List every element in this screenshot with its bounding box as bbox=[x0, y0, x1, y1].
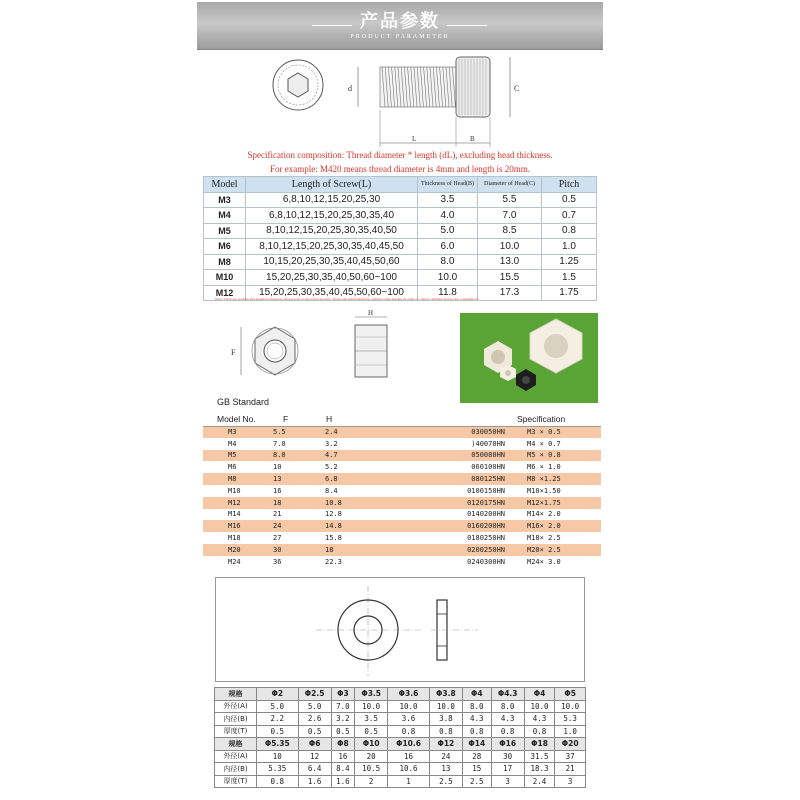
table-row bbox=[203, 450, 601, 462]
table-cell: 0.8 bbox=[491, 725, 524, 738]
gb-standard-label: GB Standard bbox=[217, 397, 270, 407]
table-cell: 24 bbox=[429, 750, 462, 763]
table-cell: 5.0 bbox=[418, 223, 478, 239]
table-cell: 1.0 bbox=[555, 725, 586, 738]
table-row bbox=[215, 725, 586, 738]
table-cell: 12 bbox=[298, 750, 331, 763]
table-row bbox=[204, 239, 597, 255]
table-cell: M12 bbox=[204, 285, 246, 301]
table-cell: M8 ×1.25 bbox=[515, 473, 601, 485]
table-cell: M18× 2.5 bbox=[527, 534, 561, 543]
table-cell: M4 bbox=[204, 208, 246, 224]
col-header-model: Model bbox=[204, 177, 246, 193]
table-cell: 3 bbox=[555, 775, 586, 788]
table-cell: 10.8 bbox=[325, 497, 405, 509]
col-header-f: F bbox=[273, 412, 325, 426]
table-cell: 5.3 bbox=[555, 713, 586, 726]
col-header-length: Length of Screw(L) bbox=[246, 177, 418, 193]
table-cell: 13.0 bbox=[478, 254, 542, 270]
table-cell: 1.25 bbox=[542, 254, 597, 270]
table-cell: 2 bbox=[355, 775, 388, 788]
nut-spec-table bbox=[203, 412, 601, 568]
table-cell: 22.3 bbox=[325, 557, 342, 566]
table-cell: 8.0 bbox=[462, 700, 491, 713]
table-header-cell: Φ6 bbox=[298, 738, 331, 751]
table-cell: 1.6 bbox=[331, 775, 354, 788]
table-cell: 15 bbox=[462, 763, 491, 776]
table-header-cell: 规格 bbox=[215, 688, 257, 701]
table-header-cell: Φ8 bbox=[331, 738, 354, 751]
table-cell: 0.8 bbox=[542, 223, 597, 239]
table-cell: 0180250HN bbox=[467, 534, 505, 543]
table-cell: 4.7 bbox=[325, 450, 405, 462]
table-row bbox=[204, 254, 597, 270]
table-cell: 11.8 bbox=[418, 285, 478, 301]
table-cell: 21 bbox=[273, 510, 282, 519]
table-cell: 外径(A) bbox=[215, 750, 257, 763]
table-cell: 10.0 bbox=[388, 700, 430, 713]
table-cell: M8 bbox=[203, 473, 273, 485]
table-cell: 0.8 bbox=[257, 775, 299, 788]
table-row bbox=[204, 192, 597, 208]
col-header-h: H bbox=[325, 412, 405, 426]
table-row bbox=[203, 473, 601, 485]
washer-diagram bbox=[216, 578, 586, 683]
table-cell: 0.7 bbox=[542, 208, 597, 224]
table-cell: 18 bbox=[325, 544, 405, 556]
table-cell: 20 bbox=[355, 750, 388, 763]
dim-label-b: B bbox=[470, 135, 475, 143]
table-cell: M14× 2.0 bbox=[527, 510, 561, 519]
table-cell: 1.75 bbox=[542, 285, 597, 301]
table-cell: 8,10,12,15,20,25,30,35,40,45,50 bbox=[246, 239, 418, 255]
table-header-cell: Φ18 bbox=[524, 738, 555, 751]
table-cell: M16 bbox=[203, 520, 273, 532]
table-cell: 5.5 bbox=[273, 426, 325, 438]
table-cell: 0.5 bbox=[542, 192, 597, 208]
table-cell: M8 bbox=[204, 254, 246, 270]
table-cell: 内径(B) bbox=[215, 763, 257, 776]
table-header-cell: Φ10 bbox=[355, 738, 388, 751]
table-cell: 6,8,10,12,15,20,25,30,35,40 bbox=[246, 208, 418, 224]
table-cell: 5.2 bbox=[325, 463, 338, 472]
table-header-cell: Φ5 bbox=[555, 688, 586, 701]
table-cell: 7.0 bbox=[478, 208, 542, 224]
table-cell: M4 bbox=[228, 439, 237, 448]
table-cell: M20 bbox=[203, 544, 273, 556]
table-cell: M20× 2.5 bbox=[515, 544, 601, 556]
table-cell: 10.0 bbox=[418, 270, 478, 286]
table-header-cell: Φ2.5 bbox=[298, 688, 331, 701]
table-cell: 13 bbox=[429, 763, 462, 776]
table-cell: 18.3 bbox=[524, 763, 555, 776]
table-header-cell: Φ3.8 bbox=[429, 688, 462, 701]
washer-spec-table bbox=[214, 687, 586, 788]
table-cell: 10.6 bbox=[388, 763, 430, 776]
table-cell: 5.0 bbox=[298, 700, 331, 713]
table-cell: M5 bbox=[204, 223, 246, 239]
table-header-cell: Φ2 bbox=[257, 688, 299, 701]
table-cell: 10.0 bbox=[524, 700, 555, 713]
table-cell: M10 bbox=[228, 486, 241, 495]
table-cell: 3.5 bbox=[418, 192, 478, 208]
table-cell: 0.8 bbox=[524, 725, 555, 738]
table-cell: 10.5 bbox=[355, 763, 388, 776]
spec-composition-note: Specification composition: Thread diameter * length (dL), excluding head thickness. bbox=[247, 150, 553, 160]
table-cell: 21 bbox=[555, 763, 586, 776]
table-cell: 13 bbox=[273, 473, 325, 485]
col-header-model-no: Model No. bbox=[203, 412, 273, 426]
table-cell: 6,8,10,12,15,20,25,30 bbox=[246, 192, 418, 208]
table-header-cell: 规格 bbox=[215, 738, 257, 751]
table-cell: 31.5 bbox=[524, 750, 555, 763]
table-cell: 0.5 bbox=[355, 725, 388, 738]
col-header-head-diameter: Diameter of Head(C) bbox=[478, 177, 542, 193]
table-cell: 8.0 bbox=[491, 700, 524, 713]
table-cell: 3.2 bbox=[325, 439, 338, 448]
table-cell: M16× 2.0 bbox=[515, 520, 601, 532]
table-cell: 1 bbox=[388, 775, 430, 788]
table-cell: 0140200HN bbox=[467, 510, 505, 519]
table-cell: 10.0 bbox=[355, 700, 388, 713]
table-cell: 2.2 bbox=[257, 713, 299, 726]
table-cell: 2.5 bbox=[462, 775, 491, 788]
table-cell: 10.0 bbox=[429, 700, 462, 713]
table-cell: 16 bbox=[273, 486, 282, 495]
table-cell: 内径(B) bbox=[215, 713, 257, 726]
table-cell: 7.0 bbox=[273, 439, 286, 448]
table-cell: 8,10,12,15,20,25,30,35,40,50 bbox=[246, 223, 418, 239]
table-cell: 15.8 bbox=[325, 534, 342, 543]
table-row bbox=[215, 713, 586, 726]
table-cell: 2.4 bbox=[524, 775, 555, 788]
table-cell: M24 bbox=[228, 557, 241, 566]
table-cell: 4.3 bbox=[524, 713, 555, 726]
table-cell: 4.3 bbox=[462, 713, 491, 726]
table-row bbox=[204, 270, 597, 286]
table-row bbox=[203, 485, 601, 497]
table-header-cell: Φ4.3 bbox=[491, 688, 524, 701]
table-cell: 27 bbox=[273, 534, 282, 543]
dim-label-l: L bbox=[412, 135, 417, 143]
table-row bbox=[203, 556, 601, 568]
table-cell: 060100HN bbox=[471, 463, 505, 472]
table-cell: 8.4 bbox=[331, 763, 354, 776]
dim-label-h: H bbox=[368, 309, 374, 317]
table-cell: 0100150HN bbox=[467, 486, 505, 495]
table-header-cell: Φ3 bbox=[331, 688, 354, 701]
table-cell: 0.5 bbox=[298, 725, 331, 738]
table-cell: M12 bbox=[203, 497, 273, 509]
table-row bbox=[204, 223, 597, 239]
table-cell: 16 bbox=[331, 750, 354, 763]
tolerance-note: Note: There are positive and negative tolerances. Please refer to the actual product. Those who mind should be cautious when placing an order or contact customer service for consultation! bbox=[215, 297, 478, 301]
nut-diagram bbox=[205, 305, 395, 400]
table-cell: 8.4 bbox=[325, 486, 338, 495]
banner-title: 产品参数 bbox=[360, 11, 440, 32]
table-cell: 0120175HN bbox=[405, 497, 515, 509]
table-row bbox=[203, 461, 601, 473]
table-cell: 030050HN bbox=[405, 426, 515, 438]
dim-label-c: C bbox=[514, 84, 520, 93]
table-cell: 0200250HN bbox=[405, 544, 515, 556]
table-cell: 10.0 bbox=[555, 700, 586, 713]
col-header-specification: Specification bbox=[515, 412, 601, 426]
washer-diagram-frame bbox=[215, 577, 585, 682]
table-row bbox=[215, 775, 586, 788]
table-cell: 8.5 bbox=[478, 223, 542, 239]
table-cell: 10.0 bbox=[478, 239, 542, 255]
table-cell: 5.0 bbox=[257, 700, 299, 713]
table-cell: 8.0 bbox=[418, 254, 478, 270]
table-header-cell: Φ3.5 bbox=[355, 688, 388, 701]
table-row bbox=[203, 544, 601, 556]
table-cell: M6 bbox=[228, 463, 237, 472]
table-header-cell: Φ10.6 bbox=[388, 738, 430, 751]
table-header-cell: Φ5.35 bbox=[257, 738, 299, 751]
table-cell: M14 bbox=[228, 510, 241, 519]
table-cell: 15.5 bbox=[478, 270, 542, 286]
table-cell: 3 bbox=[491, 775, 524, 788]
table-cell: 17 bbox=[491, 763, 524, 776]
table-row bbox=[204, 208, 597, 224]
col-header-pitch: Pitch bbox=[542, 177, 597, 193]
table-cell: 1.5 bbox=[542, 270, 597, 286]
table-row bbox=[203, 426, 601, 438]
table-cell: M12×1.75 bbox=[515, 497, 601, 509]
table-header-row bbox=[215, 688, 586, 701]
table-header-cell: Φ4 bbox=[524, 688, 555, 701]
table-cell: 6.0 bbox=[418, 239, 478, 255]
table-header-cell: Φ20 bbox=[555, 738, 586, 751]
table-row bbox=[215, 763, 586, 776]
table-cell: 10 bbox=[257, 750, 299, 763]
table-cell: 36 bbox=[273, 557, 282, 566]
table-cell: M3 × 0.5 bbox=[515, 426, 601, 438]
table-cell: 4.0 bbox=[418, 208, 478, 224]
table-cell: 5.35 bbox=[257, 763, 299, 776]
banner-subtitle: PRODUCT PARAMETER bbox=[350, 34, 450, 40]
table-cell: )40070HN bbox=[471, 439, 505, 448]
col-header-head-thickness: Thickness of Head(B) bbox=[418, 177, 478, 193]
table-row bbox=[215, 700, 586, 713]
table-cell: 4.3 bbox=[491, 713, 524, 726]
col-header-code bbox=[405, 412, 515, 426]
table-cell: 080125HN bbox=[405, 473, 515, 485]
table-cell: M3 bbox=[204, 192, 246, 208]
table-cell: 0.5 bbox=[257, 725, 299, 738]
table-cell: 6.4 bbox=[298, 763, 331, 776]
table-cell: 12.8 bbox=[325, 510, 342, 519]
table-cell: M10×1.50 bbox=[527, 486, 561, 495]
table-cell: 8.0 bbox=[273, 450, 325, 462]
table-cell: 2.6 bbox=[298, 713, 331, 726]
table-cell: 5.5 bbox=[478, 192, 542, 208]
table-row bbox=[203, 532, 601, 544]
table-cell: 18 bbox=[273, 497, 325, 509]
table-header-cell: Φ14 bbox=[462, 738, 491, 751]
table-cell: M10 bbox=[204, 270, 246, 286]
table-cell: 3.2 bbox=[331, 713, 354, 726]
table-cell: 2.4 bbox=[325, 426, 405, 438]
screw-diagram bbox=[270, 55, 540, 155]
table-header-cell: Φ4 bbox=[462, 688, 491, 701]
table-cell: M4 × 0.7 bbox=[527, 439, 561, 448]
table-cell: 15,20,25,30,35,40,45,50,60~100 bbox=[246, 285, 418, 301]
table-row bbox=[203, 509, 601, 521]
table-cell: 14.8 bbox=[325, 520, 405, 532]
table-cell: 3.5 bbox=[355, 713, 388, 726]
table-cell: 28 bbox=[462, 750, 491, 763]
table-header-cell: Φ3.6 bbox=[388, 688, 430, 701]
table-cell: 050080HN bbox=[405, 450, 515, 462]
table-row bbox=[203, 497, 601, 509]
table-cell: M24× 3.0 bbox=[527, 557, 561, 566]
table-cell: M6 bbox=[204, 239, 246, 255]
dim-label-f: F bbox=[231, 348, 236, 357]
dim-label-d: d bbox=[348, 84, 352, 93]
table-cell: M5 bbox=[203, 450, 273, 462]
table-cell: M6 × 1.0 bbox=[527, 463, 561, 472]
table-cell: M5 × 0.8 bbox=[515, 450, 601, 462]
table-cell: 0.8 bbox=[388, 725, 430, 738]
table-cell: 30 bbox=[491, 750, 524, 763]
table-row bbox=[215, 750, 586, 763]
table-cell: 6.8 bbox=[325, 473, 405, 485]
table-row bbox=[203, 438, 601, 450]
spec-example-note: For example: M420 means thread diameter is 4mm and length is 20mm. bbox=[270, 164, 530, 174]
table-cell: 0.8 bbox=[462, 725, 491, 738]
table-cell: 15,20,25,30,35,40,50,60~100 bbox=[246, 270, 418, 286]
table-cell: 7.0 bbox=[331, 700, 354, 713]
table-cell: 厚度(T) bbox=[215, 775, 257, 788]
table-cell: 16 bbox=[388, 750, 430, 763]
table-cell: 17.3 bbox=[478, 285, 542, 301]
table-cell: 30 bbox=[273, 544, 325, 556]
table-cell: 1.6 bbox=[298, 775, 331, 788]
table-cell: 0240300HN bbox=[467, 557, 505, 566]
table-cell: 1.0 bbox=[542, 239, 597, 255]
table-cell: 0.8 bbox=[429, 725, 462, 738]
table-cell: 24 bbox=[273, 520, 325, 532]
table-cell: 外径(A) bbox=[215, 700, 257, 713]
nut-product-photo bbox=[460, 313, 598, 403]
table-cell: 10,15,20,25,30,35,40,45,50,60 bbox=[246, 254, 418, 270]
table-cell: 2.5 bbox=[429, 775, 462, 788]
table-cell: 厚度(T) bbox=[215, 725, 257, 738]
table-header-row bbox=[215, 738, 586, 751]
section-banner bbox=[197, 2, 603, 50]
table-header-cell: Φ12 bbox=[429, 738, 462, 751]
table-cell: 0.5 bbox=[331, 725, 354, 738]
table-cell: 3.6 bbox=[388, 713, 430, 726]
table-cell: M3 bbox=[203, 426, 273, 438]
table-cell: 3.8 bbox=[429, 713, 462, 726]
screw-spec-table bbox=[203, 176, 597, 301]
table-header-cell: Φ16 bbox=[491, 738, 524, 751]
table-cell: 10 bbox=[273, 463, 282, 472]
table-cell: 37 bbox=[555, 750, 586, 763]
table-cell: M18 bbox=[228, 534, 241, 543]
table-row bbox=[203, 520, 601, 532]
table-cell: 0160200HN bbox=[405, 520, 515, 532]
